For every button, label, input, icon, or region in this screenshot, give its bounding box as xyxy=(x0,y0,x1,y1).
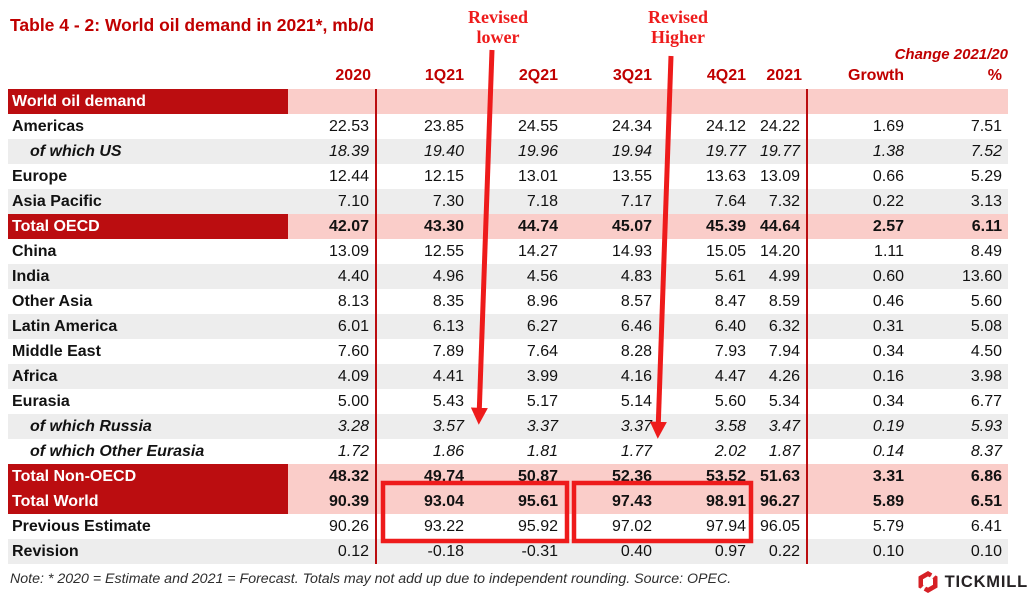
cell: 8.28 xyxy=(620,343,652,360)
cell: 8.13 xyxy=(288,289,377,314)
cell: 1.77 xyxy=(620,443,652,460)
cell: 19.96 xyxy=(470,139,564,164)
cell: -0.31 xyxy=(470,539,564,564)
tickmill-hexagon-icon xyxy=(917,571,939,593)
cell: 51.63 xyxy=(752,464,808,489)
cell: 96.27 xyxy=(752,489,808,514)
cell: 0.40 xyxy=(564,539,658,564)
cell: 49.74 xyxy=(377,464,470,489)
cell xyxy=(470,89,564,114)
cell: 44.74 xyxy=(470,214,564,239)
cell: 7.51 xyxy=(970,118,1002,135)
cell: 0.22 xyxy=(752,539,808,564)
table-row xyxy=(8,289,1008,314)
table-row xyxy=(8,114,1008,139)
cell: 6.27 xyxy=(470,314,564,339)
cell: 4.99 xyxy=(752,264,808,289)
table-row xyxy=(8,214,1008,239)
cell: 3.57 xyxy=(377,414,470,439)
cell: 45.07 xyxy=(564,214,658,239)
cell: 4.41 xyxy=(377,364,470,389)
cell: 6.40 xyxy=(658,314,752,339)
row-label: India xyxy=(8,264,288,289)
cell: 0.16 xyxy=(808,364,910,389)
cell: 4.56 xyxy=(470,264,564,289)
cell: 7.18 xyxy=(470,189,564,214)
cell xyxy=(658,89,752,114)
column-header: 4Q21 xyxy=(706,67,746,84)
cell xyxy=(377,89,470,114)
table-row xyxy=(8,314,1008,339)
cell: 14.93 xyxy=(611,243,652,260)
cell: 0.10 xyxy=(808,539,910,564)
cell: 8.35 xyxy=(432,293,464,310)
cell: 3.47 xyxy=(752,414,808,439)
row-label: Asia Pacific xyxy=(8,189,288,214)
cell: 52.36 xyxy=(564,464,658,489)
annotation-line: Revised xyxy=(468,7,528,27)
column-header: % xyxy=(987,67,1002,84)
cell: 5.61 xyxy=(658,264,752,289)
cell: 3.37 xyxy=(470,414,564,439)
cell: 24.55 xyxy=(517,118,558,135)
cell: 4.26 xyxy=(752,364,808,389)
row-label: Revision xyxy=(8,539,288,564)
column-header: 1Q21 xyxy=(424,67,464,84)
cell: 13.60 xyxy=(910,264,1008,289)
table-row xyxy=(8,89,1008,114)
table-row xyxy=(8,514,1008,539)
cell: 98.91 xyxy=(658,489,752,514)
table-row xyxy=(8,139,1008,164)
cell: 5.93 xyxy=(910,414,1008,439)
cell: 1.69 xyxy=(872,118,904,135)
cell: 7.64 xyxy=(526,343,558,360)
cell: 0.12 xyxy=(288,539,377,564)
table-row xyxy=(8,489,1008,514)
cell: 7.10 xyxy=(288,189,377,214)
annotation-revised-higher xyxy=(623,7,733,47)
cell: 1.86 xyxy=(432,443,464,460)
cell: 45.39 xyxy=(658,214,752,239)
row-label: Other Asia xyxy=(12,293,93,310)
cell: 97.43 xyxy=(564,489,658,514)
cell: 6.11 xyxy=(910,214,1008,239)
row-label: Americas xyxy=(12,118,85,135)
cell: 6.77 xyxy=(970,393,1002,410)
row-label: World oil demand xyxy=(8,89,288,114)
table-row xyxy=(8,264,1008,289)
cell: 4.09 xyxy=(288,364,377,389)
footnote: Note: * 2020 = Estimate and 2021 = Forecast. Totals may not add up due to independent rounding. Source: OPEC. xyxy=(10,571,732,587)
table-row xyxy=(8,339,1008,364)
cell: 5.34 xyxy=(752,389,808,414)
cell: 44.64 xyxy=(752,214,808,239)
cell: 97.02 xyxy=(611,518,652,535)
cell: 5.29 xyxy=(970,168,1002,185)
cell: 7.60 xyxy=(288,339,377,364)
cell: 13.01 xyxy=(517,168,558,185)
cell: 18.39 xyxy=(288,139,377,164)
cell: 5.17 xyxy=(526,393,558,410)
cell: 7.64 xyxy=(658,189,752,214)
cell: 19.94 xyxy=(564,139,658,164)
row-label: Latin America xyxy=(8,314,288,339)
cell: 0.31 xyxy=(808,314,910,339)
annotation-line: Higher xyxy=(651,27,705,47)
table-row xyxy=(8,189,1008,214)
cell: 5.89 xyxy=(808,489,910,514)
table-row xyxy=(8,414,1008,439)
table-row xyxy=(8,539,1008,564)
cell: 7.94 xyxy=(752,339,808,364)
cell xyxy=(564,89,658,114)
cell: 5.79 xyxy=(872,518,904,535)
column-header: 3Q21 xyxy=(612,67,652,84)
cell: 4.83 xyxy=(564,264,658,289)
cell: 8.57 xyxy=(620,293,652,310)
brand-name: TICKMILL xyxy=(944,572,1028,591)
cell: 6.46 xyxy=(564,314,658,339)
cell: 8.37 xyxy=(970,443,1002,460)
cell: 14.20 xyxy=(752,239,808,264)
cell: 4.47 xyxy=(658,364,752,389)
cell: 3.31 xyxy=(808,464,910,489)
row-label: Middle East xyxy=(12,343,101,360)
cell: 13.55 xyxy=(611,168,652,185)
table-row xyxy=(8,464,1008,489)
cell: 5.60 xyxy=(970,293,1002,310)
row-label: Previous Estimate xyxy=(12,518,151,535)
row-label: Eurasia xyxy=(12,393,70,410)
cell: 5.08 xyxy=(910,314,1008,339)
cell: 3.58 xyxy=(658,414,752,439)
cell: 0.46 xyxy=(872,293,904,310)
row-label: Africa xyxy=(8,364,288,389)
change-period-header: Change 2021/20 xyxy=(894,46,1008,63)
annotation-line: Revised xyxy=(648,7,708,27)
cell: 0.10 xyxy=(910,539,1008,564)
cell: 0.14 xyxy=(872,443,904,460)
table-row xyxy=(8,239,1008,264)
table-row xyxy=(8,164,1008,189)
cell: 95.92 xyxy=(517,518,558,535)
cell: 4.50 xyxy=(970,343,1002,360)
cell: 22.53 xyxy=(288,114,377,139)
cell: 1.11 xyxy=(874,243,904,260)
cell: 90.39 xyxy=(288,489,377,514)
cell xyxy=(288,89,377,114)
row-label: Total Non-OECD xyxy=(8,464,288,489)
cell: -0.18 xyxy=(377,539,470,564)
cell: 4.16 xyxy=(564,364,658,389)
cell: 3.99 xyxy=(470,364,564,389)
cell: 8.49 xyxy=(970,243,1002,260)
cell xyxy=(808,89,910,114)
cell: 42.07 xyxy=(288,214,377,239)
cell: 3.28 xyxy=(288,414,377,439)
cell: 7.52 xyxy=(910,139,1008,164)
table-row xyxy=(8,364,1008,389)
cell: 0.34 xyxy=(872,393,904,410)
cell: 6.86 xyxy=(910,464,1008,489)
cell: 13.09 xyxy=(752,164,808,189)
cell: 3.13 xyxy=(910,189,1008,214)
demand-table xyxy=(8,63,1008,564)
cell: 93.04 xyxy=(377,489,470,514)
cell: 19.77 xyxy=(658,139,752,164)
cell: 1.81 xyxy=(526,443,558,460)
row-label: of which US xyxy=(8,139,288,164)
row-label: of which Other Eurasia xyxy=(30,443,205,460)
cell: 12.15 xyxy=(423,168,464,185)
cell: 7.30 xyxy=(377,189,470,214)
table-row xyxy=(8,439,1008,464)
cell: 1.38 xyxy=(808,139,910,164)
cell: 6.01 xyxy=(288,314,377,339)
cell: 12.55 xyxy=(423,243,464,260)
tickmill-logo xyxy=(917,571,1028,593)
cell: 13.09 xyxy=(288,239,377,264)
cell: 12.44 xyxy=(288,164,377,189)
header-spacer xyxy=(8,63,288,89)
cell: 8.59 xyxy=(752,289,808,314)
row-label: Total OECD xyxy=(8,214,288,239)
cell: 0.97 xyxy=(658,539,752,564)
cell: 7.89 xyxy=(432,343,464,360)
cell: 1.72 xyxy=(288,439,377,464)
column-header: 2021 xyxy=(766,67,802,84)
cell: 24.12 xyxy=(705,118,746,135)
cell: 24.34 xyxy=(611,118,652,135)
cell: 8.96 xyxy=(526,293,558,310)
table-header-row xyxy=(8,63,1008,89)
cell: 4.96 xyxy=(377,264,470,289)
cell: 3.98 xyxy=(910,364,1008,389)
column-header: 2020 xyxy=(335,67,371,84)
cell: 2.57 xyxy=(808,214,910,239)
cell: 5.43 xyxy=(432,393,464,410)
row-label: of which Russia xyxy=(8,414,288,439)
cell xyxy=(752,89,808,114)
cell: 7.93 xyxy=(714,343,746,360)
page-title: Table 4 - 2: World oil demand in 2021*, mb/d xyxy=(10,15,375,35)
cell: 97.94 xyxy=(705,518,746,535)
cell: 0.60 xyxy=(808,264,910,289)
cell: 53.52 xyxy=(658,464,752,489)
cell: 93.22 xyxy=(423,518,464,535)
cell: 7.32 xyxy=(752,189,808,214)
column-header: 2Q21 xyxy=(518,67,558,84)
cell: 19.40 xyxy=(377,139,470,164)
cell: 48.32 xyxy=(288,464,377,489)
row-label: China xyxy=(12,243,57,260)
cell: 0.19 xyxy=(808,414,910,439)
cell: 96.05 xyxy=(752,514,808,539)
cell: 15.05 xyxy=(705,243,746,260)
annotation-revised-lower xyxy=(443,7,553,47)
cell xyxy=(910,89,1008,114)
cell: 24.22 xyxy=(752,114,808,139)
cell: 43.30 xyxy=(377,214,470,239)
cell: 23.85 xyxy=(423,118,464,135)
cell: 0.22 xyxy=(808,189,910,214)
cell: 6.32 xyxy=(752,314,808,339)
cell: 6.13 xyxy=(377,314,470,339)
annotation-line: lower xyxy=(476,27,520,47)
cell: 5.60 xyxy=(714,393,746,410)
cell: 1.87 xyxy=(752,439,808,464)
cell: 95.61 xyxy=(470,489,564,514)
cell: 6.51 xyxy=(910,489,1008,514)
row-label: Europe xyxy=(12,168,68,185)
cell: 13.63 xyxy=(705,168,746,185)
table-row xyxy=(8,389,1008,414)
cell: 19.77 xyxy=(752,139,808,164)
cell: 0.66 xyxy=(872,168,904,185)
cell: 0.34 xyxy=(872,343,904,360)
cell: 4.40 xyxy=(288,264,377,289)
cell: 6.41 xyxy=(970,518,1002,535)
cell: 14.27 xyxy=(517,243,558,260)
cell: 5.00 xyxy=(288,389,377,414)
row-label: Total World xyxy=(8,489,288,514)
cell: 7.17 xyxy=(564,189,658,214)
cell: 3.37 xyxy=(564,414,658,439)
cell: 50.87 xyxy=(470,464,564,489)
cell: 2.02 xyxy=(714,443,746,460)
cell: 8.47 xyxy=(714,293,746,310)
column-header: Growth xyxy=(848,67,904,84)
cell: 5.14 xyxy=(620,393,652,410)
cell: 90.26 xyxy=(288,514,377,539)
